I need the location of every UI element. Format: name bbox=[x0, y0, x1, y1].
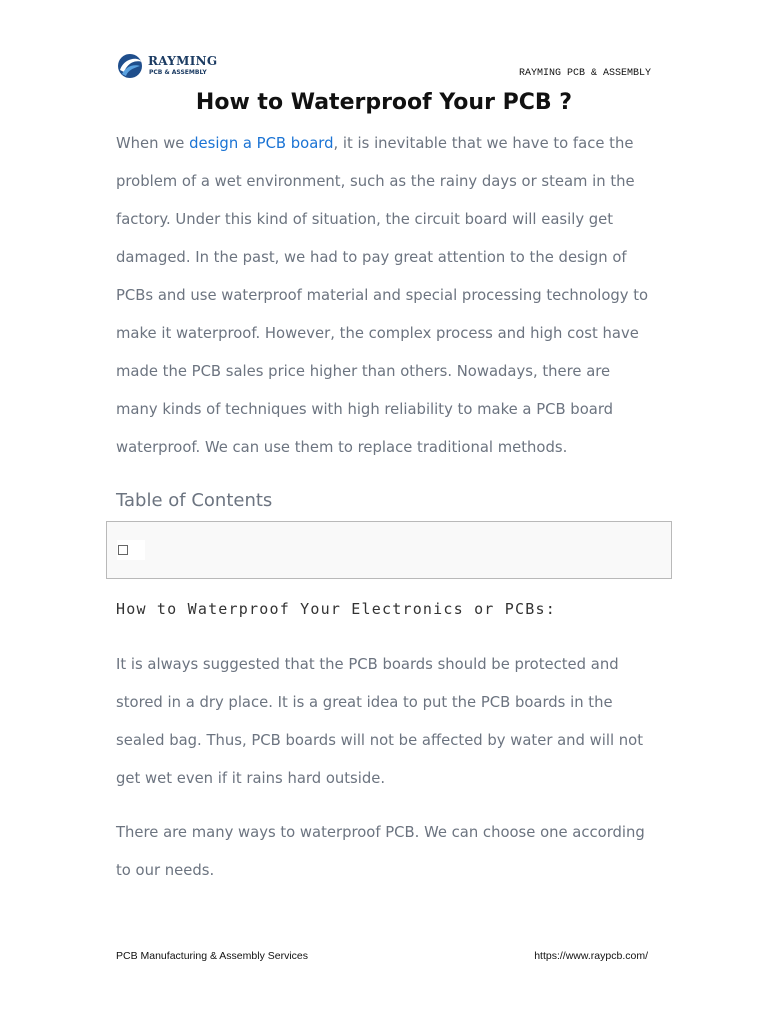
logo-subtitle: PCB & ASSEMBLY bbox=[149, 69, 207, 76]
rayming-logo bbox=[116, 50, 226, 82]
section-paragraph-2: There are many ways to waterproof PCB. We can choose one according to our needs. bbox=[116, 824, 645, 879]
intro-rest: , it is inevitable that we have to face the problem of a wet environment, such as the rainy days or steam in the factory. Under this kind of situation, the circuit board will easily get damaged. In the past, we had to pay great attention to the design of PCBs and use waterproof material and special processing technology to make it waterproof. However, the complex process and high cost have made the PCB sales price higher than others. Nowadays, there are many kinds of techniques with high reliability to make a PCB board waterproof. We can use them to replace traditional methods. bbox=[116, 135, 649, 456]
intro-paragraph bbox=[116, 125, 656, 467]
header-company-name: RAYMING PCB & ASSEMBLY bbox=[518, 68, 651, 79]
footer-services: PCB Manufacturing & Assembly Services bbox=[116, 950, 308, 962]
table-of-contents bbox=[106, 521, 672, 579]
checkbox-icon bbox=[118, 545, 128, 555]
logo-name: RAYMING bbox=[148, 54, 218, 68]
intro-lead: When we bbox=[116, 135, 190, 152]
footer-url: https://www.raypcb.com/ bbox=[534, 950, 648, 962]
section-heading: How to Waterproof Your Electronics or PCBs: bbox=[116, 600, 556, 618]
section-paragraph-1: It is always suggested that the PCB boards should be protected and stored in a dry place. It is a great idea to put the PCB boards in the sealed bag. Thus, PCB boards will not be affected by water and will not get wet even if it rains hard outside. bbox=[116, 656, 644, 787]
toc-toggle[interactable] bbox=[117, 540, 145, 560]
toc-heading: Table of Contents bbox=[116, 490, 273, 511]
rayming-swirl-logo bbox=[116, 52, 144, 80]
design-pcb-link[interactable]: design a PCB board bbox=[189, 135, 334, 152]
page-title: How to Waterproof Your PCB ? bbox=[195, 90, 573, 115]
